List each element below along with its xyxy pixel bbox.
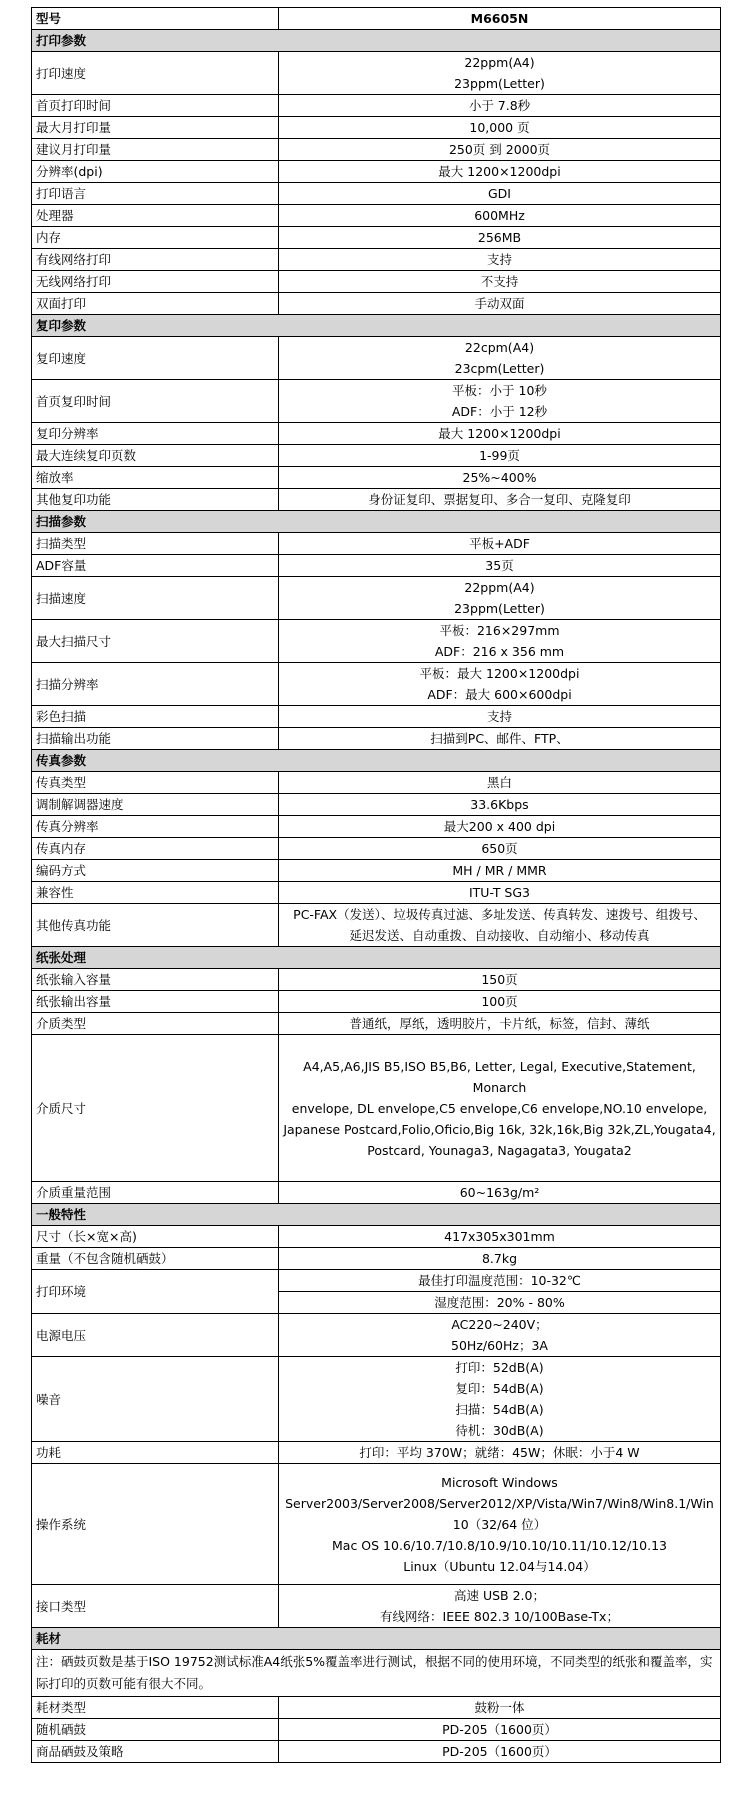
spec-row [32,249,721,271]
spec-row [32,794,721,816]
spec-label: 尺寸（长×宽×高) [32,1226,279,1248]
spec-label: 缩放率 [32,467,279,489]
spec-value [279,271,721,293]
spec-value-line: 22cpm(A4) [464,340,535,355]
spec-value [279,337,721,380]
spec-label: 打印语言 [32,183,279,205]
spec-value-line: 22ppm(A4) [464,580,535,595]
spec-value-line: 身份证复印、票据复印、多合一复印、克隆复印 [368,492,631,507]
spec-value-line: 支持 [486,709,512,724]
spec-value-line: 60~163g/m² [459,1185,540,1200]
spec-row [32,728,721,750]
section-title: 纸张处理 [32,947,721,969]
spec-value: 湿度范围：20% - 80% [279,1292,721,1314]
spec-label: 处理器 [32,205,279,227]
spec-row [32,337,721,380]
spec-value [279,1357,721,1442]
spec-value-line: 鼓粉一体 [474,1700,525,1715]
spec-value-line: 扫描到PC、邮件、FTP、 [430,731,569,746]
spec-row [32,227,721,249]
section-title: 扫描参数 [32,511,721,533]
spec-value [279,380,721,423]
spec-row [32,1464,721,1585]
spec-value-line: A4,A5,A6,JIS B5,ISO B5,B6, Letter, Legal, Executive,Statement, Monarch [303,1058,696,1095]
spec-row [32,1442,721,1464]
spec-value [279,1585,721,1628]
spec-value [279,904,721,947]
model-row [32,8,721,30]
spec-label: 传真分辨率 [32,816,279,838]
spec-label: 介质重量范围 [32,1182,279,1204]
spec-row [32,183,721,205]
spec-label: 编码方式 [32,860,279,882]
spec-value-line: PD-205（1600页） [442,1744,557,1759]
spec-label: 调制解调器速度 [32,794,279,816]
spec-value-line: 417x305x301mm [444,1229,555,1244]
section-header [32,1628,721,1650]
spec-value-line: 小于 7.8秒 [468,98,531,113]
spec-value-line: GDI [488,186,511,201]
spec-value [279,991,721,1013]
spec-label: 有线网络打印 [32,249,279,271]
spec-value [279,1741,721,1763]
spec-value [279,816,721,838]
spec-row [32,95,721,117]
spec-label: 最大月打印量 [32,117,279,139]
spec-label: 耗材类型 [32,1697,279,1719]
spec-label: 无线网络打印 [32,271,279,293]
spec-value-line: 50Hz/60Hz；3A [451,1338,548,1353]
spec-row [32,620,721,663]
spec-value [279,52,721,95]
spec-row [32,380,721,423]
spec-label: 商品硒鼓及策略 [32,1741,279,1763]
spec-label: 打印环境 [32,1270,279,1314]
spec-value [279,533,721,555]
spec-row [32,1270,721,1292]
spec-value-line: Japanese Postcard,Folio,Oficio,Big 16k, 32k,16k,Big 32k,ZL,Yougata4, [283,1121,716,1137]
spec-row [32,1248,721,1270]
spec-value-line: ADF：216 x 356 mm [434,644,565,659]
spec-value [279,1182,721,1204]
spec-value-line: AC220~240V； [451,1317,548,1332]
spec-value-line: 10,000 页 [469,120,530,135]
spec-value [279,467,721,489]
spec-label: 首页打印时间 [32,95,279,117]
spec-table-body [32,8,721,1763]
spec-label: 操作系统 [32,1464,279,1585]
spec-row [32,991,721,1013]
spec-value-line: envelope, DL envelope,C5 envelope,C6 envelope,NO.10 envelope, [291,1100,708,1116]
spec-value-line: 平板：小于 10秒 [452,383,547,398]
spec-value [279,1226,721,1248]
spec-value-line: PD-205（1600页） [442,1722,557,1737]
spec-row [32,882,721,904]
spec-value [279,969,721,991]
section-title: 打印参数 [32,30,721,52]
spec-row [32,139,721,161]
spec-value-line: Server2003/Server2008/Server2012/XP/Vista/Win7/Win8/Win8.1/Win [285,1495,714,1511]
spec-label: 复印速度 [32,337,279,380]
spec-value-line: ITU-T SG3 [468,885,531,900]
spec-row [32,1697,721,1719]
spec-row [32,1741,721,1763]
spec-row [32,838,721,860]
spec-label: 扫描输出功能 [32,728,279,750]
spec-value [279,489,721,511]
section-header [32,315,721,337]
spec-row [32,969,721,991]
spec-label: 建议月打印量 [32,139,279,161]
spec-value-line: 650页 [481,841,518,856]
spec-row [32,555,721,577]
model-value: M6605N [279,8,721,30]
section-header [32,750,721,772]
spec-row [32,1585,721,1628]
spec-value-line: ADF：最大 600×600dpi [427,687,572,702]
spec-row [32,423,721,445]
spec-label: 扫描速度 [32,577,279,620]
spec-value-line: 8.7kg [481,1251,518,1266]
spec-table [31,7,721,1763]
spec-row [32,1182,721,1204]
spec-row [32,489,721,511]
section-title: 耗材 [32,1628,721,1650]
spec-row [32,663,721,706]
spec-value [279,183,721,205]
spec-row [32,706,721,728]
spec-value [279,860,721,882]
spec-row [32,161,721,183]
spec-value [279,161,721,183]
spec-value-line: 最大 1200×1200dpi [438,164,561,179]
spec-value [279,838,721,860]
spec-value-line: 黑白 [486,775,512,790]
spec-value-line: 支持 [486,252,512,267]
spec-value [279,95,721,117]
spec-value-line: 手动双面 [474,296,525,311]
spec-value [279,663,721,706]
spec-label: 传真类型 [32,772,279,794]
section-header [32,1204,721,1226]
spec-value-line: 23ppm(Letter) [454,601,545,616]
spec-row [32,467,721,489]
spec-row [32,1314,721,1357]
spec-label: 其他复印功能 [32,489,279,511]
spec-label: 介质类型 [32,1013,279,1035]
spec-value-line: ADF：小于 12秒 [451,404,548,419]
spec-label: 最大扫描尺寸 [32,620,279,663]
spec-value-line: Mac OS 10.6/10.7/10.8/10.9/10.10/10.11/10.12/10.13 [332,1537,667,1553]
spec-row [32,860,721,882]
spec-value-line: 35页 [485,558,514,573]
spec-value [279,293,721,315]
spec-value-line: 有线网络：IEEE 802.3 10/100Base-Tx； [380,1609,619,1624]
spec-label: 传真内存 [32,838,279,860]
note-row [32,1650,721,1697]
spec-row [32,52,721,95]
section-header [32,947,721,969]
spec-value-line: Linux（Ubuntu 12.04与14.04） [403,1558,596,1574]
spec-label: 兼容性 [32,882,279,904]
spec-value-line: MH / MR / MMR [452,863,547,878]
spec-row [32,445,721,467]
spec-label: 内存 [32,227,279,249]
spec-label: 重量（不包含随机硒鼓） [32,1248,279,1270]
spec-value [279,1464,721,1585]
spec-value-line: Microsoft Windows [441,1474,558,1490]
section-title: 复印参数 [32,315,721,337]
spec-value [279,1013,721,1035]
spec-row [32,816,721,838]
spec-value-line: 最大200 x 400 dpi [443,819,556,834]
spec-value-line: 256MB [477,230,522,245]
spec-value-line: 10（32/64 位） [452,1516,547,1532]
spec-value-line: 23ppm(Letter) [454,76,545,91]
section-header [32,511,721,533]
spec-value-line: 打印：平均 370W；就绪：45W；休眠：小于4 W [359,1445,640,1460]
spec-value [279,445,721,467]
spec-value [279,423,721,445]
spec-label: 噪音 [32,1357,279,1442]
spec-value [279,205,721,227]
spec-value [279,794,721,816]
spec-label: 扫描类型 [32,533,279,555]
spec-label: 最大连续复印页数 [32,445,279,467]
spec-row [32,772,721,794]
spec-row [32,1357,721,1442]
spec-value-line: 600MHz [474,208,525,223]
spec-label: 纸张输入容量 [32,969,279,991]
spec-value: 最佳打印温度范围：10-32℃ [279,1270,721,1292]
spec-row [32,904,721,947]
spec-value [279,882,721,904]
spec-value [279,139,721,161]
spec-row [32,577,721,620]
spec-row [32,1035,721,1182]
spec-row [32,271,721,293]
spec-row [32,533,721,555]
spec-value-line: 平板：216×297mm [439,623,560,638]
spec-value [279,227,721,249]
model-label: 型号 [32,8,279,30]
spec-label: 随机硒鼓 [32,1719,279,1741]
spec-value-line: 延迟发送、自动重拨、自动接收、自动缩小、移动传真 [349,928,650,943]
spec-value-line: 平板：最大 1200×1200dpi [419,666,580,681]
spec-value-line: 最大 1200×1200dpi [438,426,561,441]
spec-value-line: 平板+ADF [469,536,530,551]
spec-value [279,1248,721,1270]
spec-value [279,620,721,663]
spec-label: 介质尺寸 [32,1035,279,1182]
spec-label: 首页复印时间 [32,380,279,423]
spec-value [279,1697,721,1719]
spec-row [32,117,721,139]
spec-label: 纸张输出容量 [32,991,279,1013]
spec-label: 电源电压 [32,1314,279,1357]
spec-label: ADF容量 [32,555,279,577]
section-title: 一般特性 [32,1204,721,1226]
spec-value-line: 打印：52dB(A) [455,1360,544,1375]
section-title: 传真参数 [32,750,721,772]
note-text: 注：硒鼓页数是基于ISO 19752测试标准A4纸张5%覆盖率进行测试，根据不同的使用环境，不同类型的纸张和覆盖率，实际打印的页数可能有很大不同。 [32,1650,721,1697]
section-header [32,30,721,52]
spec-value [279,1035,721,1182]
spec-value [279,1719,721,1741]
spec-label: 复印分辨率 [32,423,279,445]
spec-row [32,205,721,227]
spec-value-line: 高速 USB 2.0； [454,1588,545,1603]
spec-value-line: 扫描：54dB(A) [455,1402,544,1417]
spec-value [279,728,721,750]
spec-value [279,1442,721,1464]
spec-label: 扫描分辨率 [32,663,279,706]
spec-value [279,706,721,728]
spec-label: 功耗 [32,1442,279,1464]
spec-value [279,577,721,620]
spec-value-line: 不支持 [480,274,519,289]
spec-value-line: PC-FAX（发送）、垃圾传真过滤、多址发送、传真转发、速拨号、组拨号、 [293,907,706,922]
spec-value [279,249,721,271]
spec-row [32,293,721,315]
spec-value [279,1314,721,1357]
spec-value [279,117,721,139]
spec-value [279,555,721,577]
spec-value-line: Postcard, Younaga3, Nagagata3, Yougata2 [367,1142,632,1158]
spec-label: 分辨率(dpi) [32,161,279,183]
spec-row [32,1226,721,1248]
spec-row [32,1013,721,1035]
spec-label: 打印速度 [32,52,279,95]
spec-value-line: 22ppm(A4) [464,55,535,70]
spec-value-line: 150页 [481,972,518,987]
spec-value-line: 普通纸，厚纸，透明胶片，卡片纸，标签，信封、薄纸 [349,1016,650,1031]
spec-label: 其他传真功能 [32,904,279,947]
spec-value-line: 100页 [481,994,518,1009]
spec-value-line: 250页 到 2000页 [448,142,551,157]
spec-value-line: 23cpm(Letter) [454,361,545,376]
spec-value-line: 复印：54dB(A) [455,1381,544,1396]
spec-label: 接口类型 [32,1585,279,1628]
spec-value-line: 25%~400% [462,470,537,485]
spec-value [279,772,721,794]
spec-value-line: 待机：30dB(A) [455,1423,544,1438]
spec-row [32,1719,721,1741]
spec-label: 双面打印 [32,293,279,315]
spec-value-line: 1-99页 [479,448,520,463]
spec-value-line: 33.6Kbps [470,797,529,812]
spec-label: 彩色扫描 [32,706,279,728]
